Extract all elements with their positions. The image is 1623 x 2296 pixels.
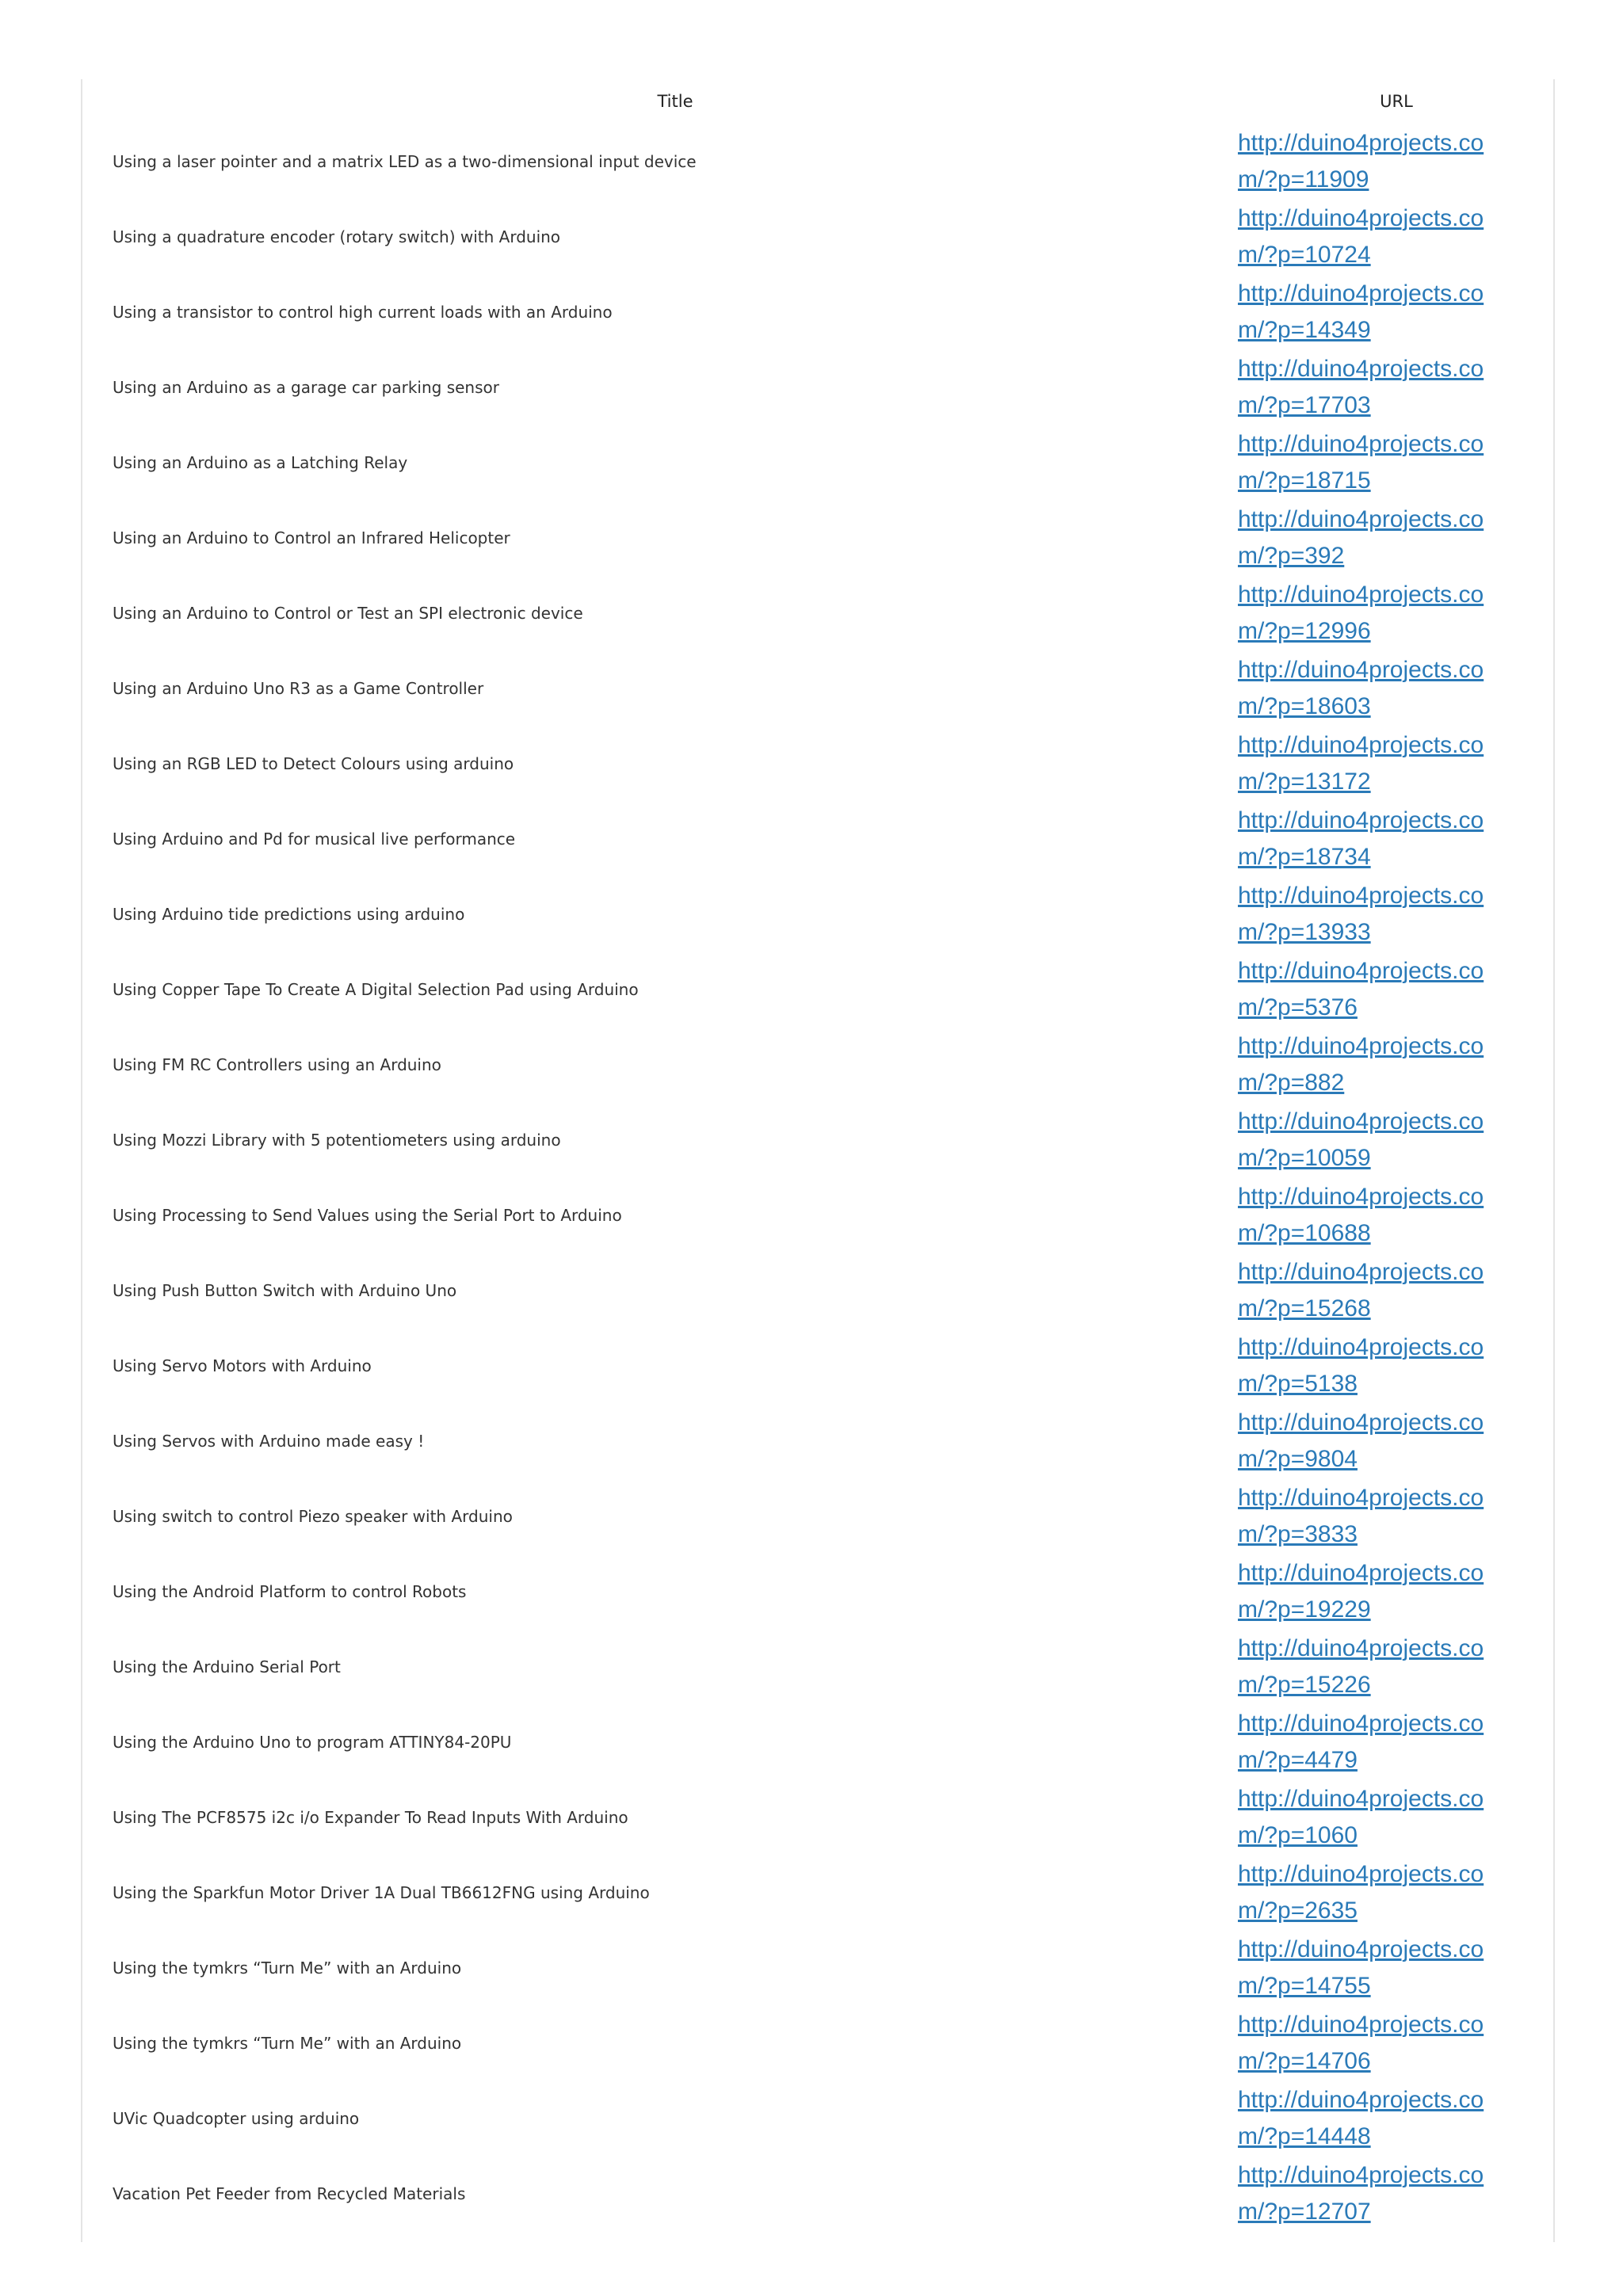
project-link[interactable]: http://duino4projects.com/?p=5138 [1238,1333,1484,1397]
project-link[interactable]: http://duino4projects.com/?p=14706 [1238,2011,1484,2074]
project-title: Using switch to control Piezo speaker with Arduino [113,1506,513,1526]
project-url-cell [1238,124,1555,199]
project-link[interactable]: http://duino4projects.com/?p=1060 [1238,1785,1484,1848]
table-row [113,1253,1555,1328]
table-row [113,1328,1555,1403]
project-link[interactable]: http://duino4projects.com/?p=14349 [1238,280,1484,343]
project-title: Using the tymkrs “Turn Me” with an Arduino [113,1958,462,1978]
projects-table [113,79,1555,2231]
project-link[interactable]: http://duino4projects.com/?p=14448 [1238,2086,1484,2149]
project-url-cell [1238,726,1555,801]
project-url-cell [1238,1403,1555,1478]
project-link[interactable]: http://duino4projects.com/?p=4479 [1238,1710,1484,1773]
project-link[interactable]: http://duino4projects.com/?p=14755 [1238,1936,1484,1999]
project-title: Using the Android Platform to control Robots [113,1581,467,1601]
document-page [81,79,1555,2242]
table-row [113,2156,1555,2231]
project-title: Using FM RC Controllers using an Arduino [113,1055,441,1074]
project-title: Using Mozzi Library with 5 potentiometers using arduino [113,1130,561,1150]
table-row [113,1027,1555,1102]
project-link[interactable]: http://duino4projects.com/?p=15268 [1238,1258,1484,1322]
project-title: Using an Arduino as a Latching Relay [113,452,408,472]
table-row [113,1478,1555,1554]
table-row [113,952,1555,1027]
project-link[interactable]: http://duino4projects.com/?p=5376 [1238,957,1484,1020]
table-header [113,79,1555,124]
project-url-cell [1238,1930,1555,2005]
project-title: Using Copper Tape To Create A Digital Selection Pad using Arduino [113,979,639,999]
table-row [113,1855,1555,1930]
project-title: Using an Arduino to Control an Infrared Helicopter [113,528,510,547]
project-link[interactable]: http://duino4projects.com/?p=10724 [1238,204,1484,268]
project-title: Using the Arduino Uno to program ATTINY84-20PU [113,1732,512,1752]
project-title: Using Servos with Arduino made easy ! [113,1431,425,1451]
project-link[interactable]: http://duino4projects.com/?p=15226 [1238,1634,1484,1698]
table-row [113,1779,1555,1855]
table-row [113,274,1555,349]
title-column-header: Title [657,92,693,111]
table-body [113,124,1555,2231]
project-url-cell [1238,1779,1555,1855]
header-row [113,79,1555,124]
project-url-cell [1238,199,1555,274]
table-row [113,1403,1555,1478]
project-link[interactable]: http://duino4projects.com/?p=18715 [1238,430,1484,494]
table-row [113,1102,1555,1177]
table-row [113,124,1555,199]
project-title: Vacation Pet Feeder from Recycled Materials [113,2183,466,2203]
project-link[interactable]: http://duino4projects.com/?p=13933 [1238,882,1484,945]
project-title: Using The PCF8575 i2c i/o Expander To Read Inputs With Arduino [113,1807,628,1827]
table-row [113,349,1555,425]
table-row [113,575,1555,650]
project-title: Using a laser pointer and a matrix LED as a two-dimensional input device [113,151,697,171]
project-title: Using an Arduino Uno R3 as a Game Controller [113,678,484,698]
project-title: Using Arduino and Pd for musical live performance [113,829,516,849]
project-link[interactable]: http://duino4projects.com/?p=10688 [1238,1183,1484,1246]
table-row [113,876,1555,952]
project-title: Using a quadrature encoder (rotary switch) with Arduino [113,227,561,246]
table-row [113,199,1555,274]
table-row [113,1704,1555,1779]
project-title: Using an Arduino to Control or Test an SPI electronic device [113,603,583,623]
url-column-header: URL [1380,92,1413,111]
project-title: Using an Arduino as a garage car parking sensor [113,377,499,397]
project-title: Using Servo Motors with Arduino [113,1356,372,1375]
table-row [113,1930,1555,2005]
project-url-cell [1238,876,1555,952]
project-url-cell [1238,2081,1555,2156]
project-url-cell [1238,801,1555,876]
project-url-cell [1238,650,1555,726]
table-row [113,425,1555,500]
project-link[interactable]: http://duino4projects.com/?p=13172 [1238,731,1484,795]
project-link[interactable]: http://duino4projects.com/?p=3833 [1238,1484,1484,1547]
project-link[interactable]: http://duino4projects.com/?p=12996 [1238,581,1484,644]
table-row [113,1629,1555,1704]
project-url-cell [1238,274,1555,349]
project-url-cell [1238,425,1555,500]
project-title: Using Processing to Send Values using the Serial Port to Arduino [113,1205,622,1225]
table-row [113,1554,1555,1629]
project-url-cell [1238,1027,1555,1102]
project-url-cell [1238,575,1555,650]
project-url-cell [1238,2156,1555,2231]
project-title: Using Arduino tide predictions using arduino [113,904,465,924]
project-link[interactable]: http://duino4projects.com/?p=9804 [1238,1409,1484,1472]
table-row [113,500,1555,575]
project-title: Using a transistor to control high current loads with an Arduino [113,302,613,322]
project-link[interactable]: http://duino4projects.com/?p=11909 [1238,129,1484,193]
project-title: Using the Arduino Serial Port [113,1657,341,1676]
project-url-cell [1238,1102,1555,1177]
project-url-cell [1238,1177,1555,1253]
project-link[interactable]: http://duino4projects.com/?p=12707 [1238,2161,1484,2225]
project-url-cell [1238,1554,1555,1629]
table-row [113,2081,1555,2156]
project-link[interactable]: http://duino4projects.com/?p=18734 [1238,807,1484,870]
project-link[interactable]: http://duino4projects.com/?p=19229 [1238,1559,1484,1623]
project-link[interactable]: http://duino4projects.com/?p=10059 [1238,1108,1484,1171]
project-title: Using the Sparkfun Motor Driver 1A Dual TB6612FNG using Arduino [113,1882,650,1902]
project-url-cell [1238,2005,1555,2081]
project-url-cell [1238,952,1555,1027]
project-url-cell [1238,500,1555,575]
project-link[interactable]: http://duino4projects.com/?p=17703 [1238,355,1484,418]
project-link[interactable]: http://duino4projects.com/?p=18603 [1238,656,1484,719]
project-url-cell [1238,1629,1555,1704]
project-link[interactable]: http://duino4projects.com/?p=392 [1238,505,1484,569]
table-row [113,650,1555,726]
project-url-cell [1238,1328,1555,1403]
table-row [113,726,1555,801]
project-url-cell [1238,1253,1555,1328]
project-link[interactable]: http://duino4projects.com/?p=2635 [1238,1860,1484,1924]
project-url-cell [1238,1855,1555,1930]
table-row [113,1177,1555,1253]
project-title: Using Push Button Switch with Arduino Uno [113,1280,457,1300]
project-url-cell [1238,1704,1555,1779]
project-title: UVic Quadcopter using arduino [113,2108,360,2128]
table-row [113,2005,1555,2081]
project-title: Using an RGB LED to Detect Colours using arduino [113,753,514,773]
table-row [113,801,1555,876]
project-url-cell [1238,349,1555,425]
project-title: Using the tymkrs “Turn Me” with an Arduino [113,2033,462,2053]
project-url-cell [1238,1478,1555,1554]
project-link[interactable]: http://duino4projects.com/?p=882 [1238,1032,1484,1096]
